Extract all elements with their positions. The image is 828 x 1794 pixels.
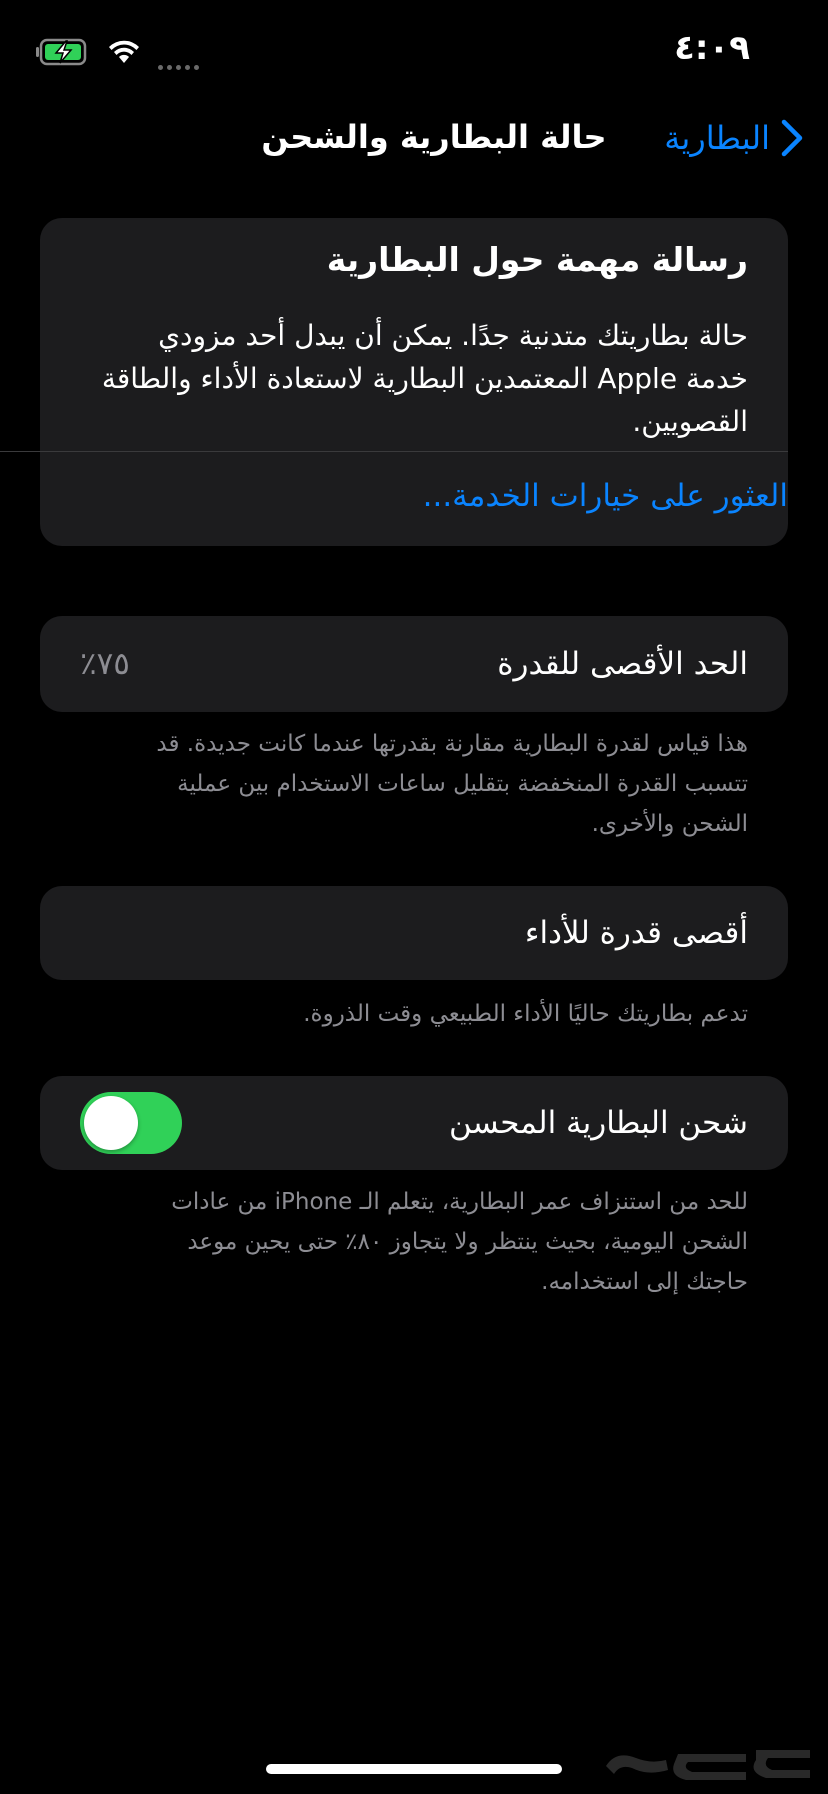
find-service-options-link[interactable]: العثور على خيارات الخدمة... [422,478,788,514]
message-body: حالة بطاريتك متدنية جدًا. يمكن أن يبدل أحد مزودي خدمة Apple المعتمدين البطارية لاستعادة الأداء والطاقة القصويين. [101,319,748,438]
optimized-charging-note: للحد من استنزاف عمر البطارية، يتعلم الـ iPhone من عادات الشحن اليومية، بحيث ينتظر ولا يتجاوز ٨٠٪ حتى يحين موعد حاجتك إلى استخدامه. [171,1189,748,1295]
message-title: رسالة مهمة حول البطارية [326,240,748,279]
optimized-charging-row [40,1076,788,1170]
peak-performance-note: تدعم بطاريتك حاليًا الأداء الطبيعي وقت الذروة. [303,1001,748,1027]
maximum-capacity-label: الحد الأقصى للقدرة [497,646,748,682]
wifi-icon [108,39,140,65]
status-time: ٤:٠٩ [674,28,750,68]
peak-performance-label: أقصى قدرة للأداء [524,915,748,951]
home-indicator[interactable] [266,1764,562,1774]
optimized-charging-label: شحن البطارية المحسن [448,1105,748,1141]
message-divider [0,451,788,452]
maximum-capacity-row [40,616,788,712]
status-bar [0,0,828,100]
page-title: حالة البطارية والشحن [261,118,607,156]
peak-performance-row [40,886,788,980]
status-indicators [36,34,199,70]
maximum-capacity-note: هذا قياس لقدرة البطارية مقارنة بقدرتها عندما كانت جديدة. قد تتسبب القدرة المنخفضة بتقليل ساعات الاستخدام بين عملية الشحن والأخرى. [156,731,748,837]
optimized-charging-toggle[interactable] [80,1092,182,1154]
maximum-capacity-value: ٧٥٪ [80,646,130,682]
back-button-label: البطارية [664,119,770,157]
battery-charging-icon [36,38,90,66]
toggle-knob [84,1096,138,1150]
haraj-watermark-logo [596,1736,816,1790]
navigation-bar [0,100,828,180]
signal-icon [158,34,199,70]
